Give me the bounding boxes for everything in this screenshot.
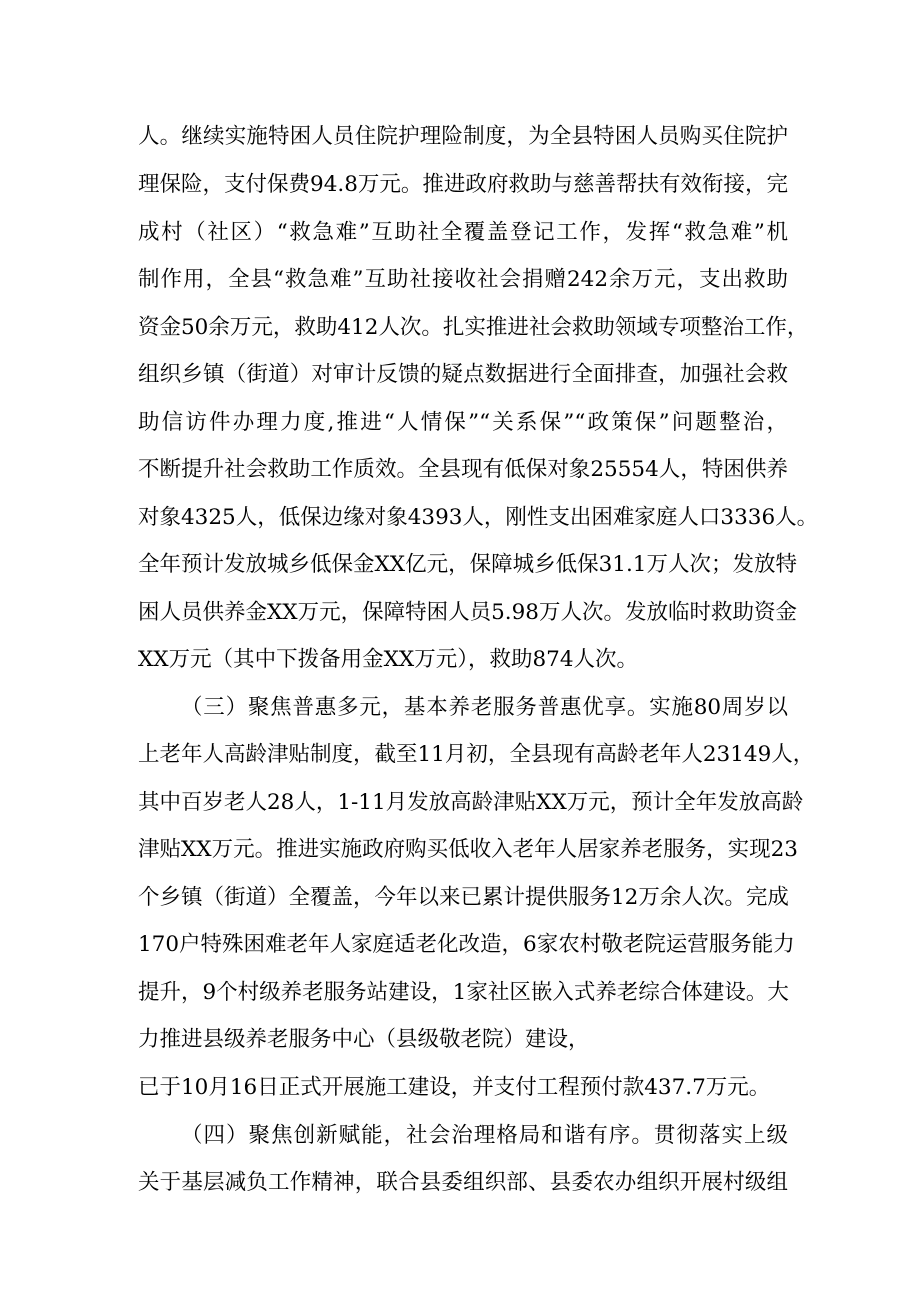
text-line: 其中百岁老人28人，1-11月发放高龄津贴XX万元，预计全年发放高龄 (138, 790, 804, 815)
text-line: 助信访件办理力度,推进“人情保”“关系保”“政策保”问题整治， (138, 410, 788, 435)
text-line: 力推进县级养老服务中心（县级敬老院）建设， (138, 1027, 590, 1052)
text-line: 理保险，支付保费94.8万元。推进政府救助与慈善帮扶有效衔接，完 (138, 172, 788, 197)
text-line: 津贴XX万元。推进实施政府购买低收入老年人居家养老服务，实现23 (138, 837, 798, 862)
text-line: 个乡镇（街道）全覆盖，今年以来已累计提供服务12万余人次。完成 (138, 885, 789, 910)
text-line: 关于基层减负工作精神，联合县委组织部、县委农办组织开展村级组 (138, 1170, 788, 1195)
text-line: 提升，9个村级养老服务站建设，1家社区嵌入式养老综合体建设。大 (138, 980, 789, 1005)
text-line: 成村（社区）“救急难”互助社全覆盖登记工作，发挥“救急难”机 (138, 220, 788, 245)
text-line: 困人员供养金XX万元，保障特困人员5.98万人次。发放临时救助资金 (138, 600, 797, 625)
paragraph-heading-line: （四）聚焦创新赋能，社会治理格局和谐有序。贯彻落实上级 (181, 1123, 788, 1148)
paragraph-heading-line: （三）聚焦普惠多元，基本养老服务普惠优享。实施80周岁以 (181, 695, 788, 720)
text-line: 组织乡镇（街道）对审计反馈的疑点数据进行全面排查，加强社会救 (138, 362, 788, 387)
text-line: XX万元（其中下拨备用金XX万元），救助874人次。 (138, 647, 639, 672)
text-line: 全年预计发放城乡低保金XX亿元，保障城乡低保31.1万人次；发放特 (138, 552, 797, 577)
text-line: 人。继续实施特困人员住院护理险制度，为全县特困人员购买住院护 (138, 124, 788, 149)
text-line: 制作用，全县“救急难”互助社接收社会捐赠242余万元，支出救助 (138, 267, 788, 292)
text-line: 上老年人高龄津贴制度，截至11月初，全县现有高龄老年人23149人， (138, 742, 815, 767)
text-line: 已于10月16日正式开展施工建设，并支付工程预付款437.7万元。 (138, 1075, 771, 1100)
text-line: 资金50余万元，救助412人次。扎实推进社会救助领域专项整治工作， (138, 315, 809, 340)
text-line: 对象4325人，低保边缘对象4393人，刚性支出困难家庭人口3336人。 (138, 505, 819, 530)
text-line: 不断提升社会救助工作质效。全县现有低保对象25554人，特困供养 (138, 457, 788, 482)
text-line: 170户特殊困难老年人家庭适老化改造，6家农村敬老院运营服务能力 (138, 932, 795, 957)
